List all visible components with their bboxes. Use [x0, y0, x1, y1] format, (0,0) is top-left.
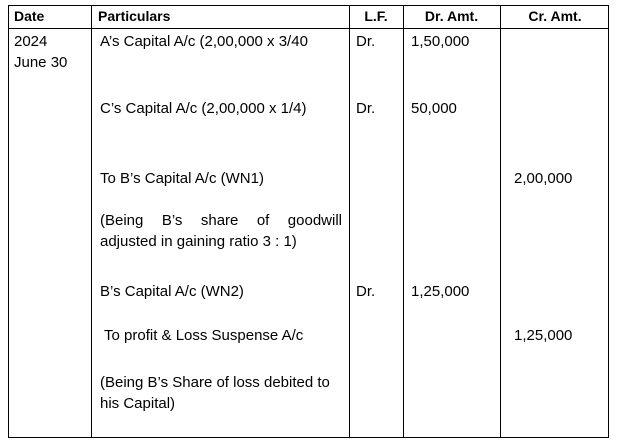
header-divider [9, 28, 608, 29]
date-year: 2024 [14, 33, 48, 50]
date-day: June 30 [14, 54, 68, 71]
dr-amount-2: 50,000 [411, 100, 457, 117]
journal-entry-table [8, 5, 609, 438]
particulars-to-b-capital: To B’s Capital A/c (WN1) [100, 170, 264, 187]
header-particulars: Particulars [98, 8, 171, 24]
column-divider [349, 6, 350, 437]
cr-amount-2: 1,25,000 [514, 327, 573, 344]
particulars-c-capital: C’s Capital A/c (2,00,000 x 1/4) [100, 100, 307, 117]
dr-amount-1: 1,50,000 [411, 33, 470, 50]
header-cr-amt: Cr. Amt. [528, 8, 582, 24]
dr-amount-3: 1,25,000 [411, 283, 470, 300]
column-divider [403, 6, 404, 437]
header-dr-amt: Dr. Amt. [424, 8, 479, 24]
column-divider [91, 6, 92, 437]
lf-dr-2: Dr. [356, 100, 376, 117]
header-date: Date [14, 8, 45, 24]
header-lf: L.F. [364, 8, 388, 24]
narration-loss: (Being B’s Share of loss debited to his Capital) [100, 374, 330, 412]
column-divider [500, 6, 501, 437]
cr-amount-1: 2,00,000 [514, 170, 573, 187]
particulars-to-pl-suspense: To profit & Loss Suspense A/c [104, 327, 304, 344]
particulars-a-capital: A’s Capital A/c (2,00,000 x 3/40 [100, 33, 308, 50]
lf-dr-1: Dr. [356, 33, 376, 50]
narration-goodwill: (Being B’s share of goodwill adjusted in gaining ratio 3 : 1) [100, 212, 342, 250]
lf-dr-3: Dr. [356, 283, 376, 300]
particulars-b-capital: B’s Capital A/c (WN2) [100, 283, 244, 300]
